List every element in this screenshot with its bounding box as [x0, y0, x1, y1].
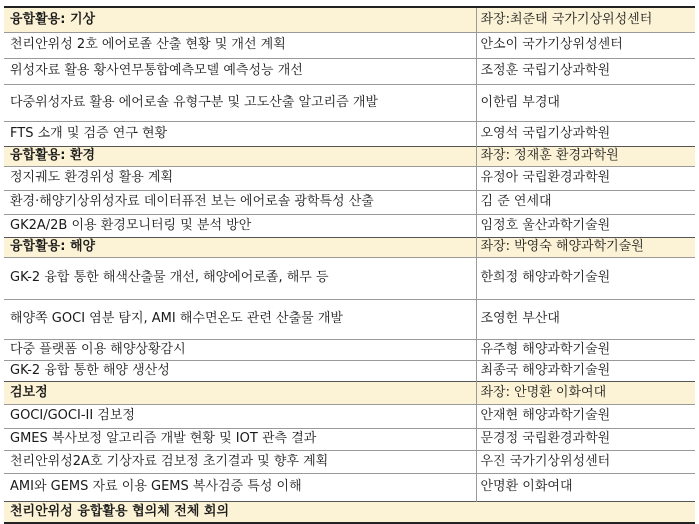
- topic-cell: 다중위성자료 활용 에어로솔 유형구분 및 고도산출 알고리즘 개발: [4, 84, 476, 121]
- table-row: [4, 190, 695, 214]
- topic-cell: 천리안위성2A호 기상자료 검보정 초기결과 및 향후 계획: [4, 450, 476, 473]
- table-row: [4, 166, 695, 190]
- presenter-cell: 조영헌 부산대: [476, 299, 695, 339]
- table-row: [4, 299, 695, 339]
- section-chair: 좌장: 박영숙 해양과학기술원: [476, 237, 695, 257]
- table-row: [4, 257, 695, 299]
- table-row: [4, 339, 695, 360]
- session-schedule-table: [4, 6, 695, 524]
- table-row: [4, 360, 695, 381]
- presenter-cell: 최종국 해양과학기술원: [476, 360, 695, 381]
- topic-cell: 다중 플랫폼 이용 해양상황감시: [4, 339, 476, 360]
- presenter-cell: 임정호 울산과학기술원: [476, 214, 695, 237]
- topic-cell: 해양쪽 GOCI 염분 탐지, AMI 해수면온도 관련 산출물 개발: [4, 299, 476, 339]
- table-row: [4, 58, 695, 84]
- section-chair: 좌장: 정재훈 환경과학원: [476, 146, 695, 166]
- table-row: [4, 428, 695, 450]
- closing-session-title: 천리안위성 융합활용 협의체 전체 회의: [4, 501, 695, 523]
- topic-cell: GOCI/GOCI-II 검보정: [4, 404, 476, 428]
- topic-cell: FTS 소개 및 검증 연구 현황: [4, 121, 476, 146]
- section-title: 융합활용: 기상: [4, 7, 476, 32]
- topic-cell: AMI와 GEMS 자료 이용 GEMS 복사검증 특성 이해: [4, 473, 476, 501]
- table-row: [4, 121, 695, 146]
- presenter-cell: 우진 국가기상위성센터: [476, 450, 695, 473]
- topic-cell: GMES 복사보정 알고리즘 개발 현황 및 IOT 관측 결과: [4, 428, 476, 450]
- presenter-cell: 김 준 연세대: [476, 190, 695, 214]
- presenter-cell: 문경정 국립환경과학원: [476, 428, 695, 450]
- section-chair: 좌장:최준태 국가기상위성센터: [476, 7, 695, 32]
- topic-cell: GK-2 융합 통한 해색산출물 개선, 해양에어로졸, 해무 등: [4, 257, 476, 299]
- topic-cell: 위성자료 활용 황사연무통합예측모델 예측성능 개선: [4, 58, 476, 84]
- section-header-ocean: [4, 237, 695, 257]
- table-row: [4, 473, 695, 501]
- topic-cell: GK-2 융합 통한 해양 생산성: [4, 360, 476, 381]
- presenter-cell: 한희정 해양과학기술원: [476, 257, 695, 299]
- table-row: [4, 32, 695, 58]
- table-row: [4, 450, 695, 473]
- closing-session-row: [4, 501, 695, 523]
- presenter-cell: 유주형 해양과학기술원: [476, 339, 695, 360]
- section-chair: 좌장: 안명환 이화여대: [476, 381, 695, 404]
- presenter-cell: 안재현 해양과학기술원: [476, 404, 695, 428]
- topic-cell: 환경·해양기상위성자료 데이터퓨전 보는 에어로솔 광학특성 산출: [4, 190, 476, 214]
- section-title: 융합활용: 해양: [4, 237, 476, 257]
- topic-cell: 정지궤도 환경위성 활용 계획: [4, 166, 476, 190]
- topic-cell: 천리안위성 2호 에어로졸 산출 현황 및 개선 계획: [4, 32, 476, 58]
- presenter-cell: 유정아 국립환경과학원: [476, 166, 695, 190]
- section-header-weather: [4, 7, 695, 32]
- presenter-cell: 안명환 이화여대: [476, 473, 695, 501]
- section-header-calibration: [4, 381, 695, 404]
- section-header-environment: [4, 146, 695, 166]
- table-row: [4, 214, 695, 237]
- presenter-cell: 오영석 국립기상과학원: [476, 121, 695, 146]
- table-row: [4, 84, 695, 121]
- section-title: 검보정: [4, 381, 476, 404]
- section-title: 융합활용: 환경: [4, 146, 476, 166]
- schedule-wrapper: [4, 6, 695, 524]
- presenter-cell: 이한림 부경대: [476, 84, 695, 121]
- topic-cell: GK2A/2B 이용 환경모니터링 및 분석 방안: [4, 214, 476, 237]
- presenter-cell: 안소이 국가기상위성센터: [476, 32, 695, 58]
- table-row: [4, 404, 695, 428]
- presenter-cell: 조정훈 국립기상과학원: [476, 58, 695, 84]
